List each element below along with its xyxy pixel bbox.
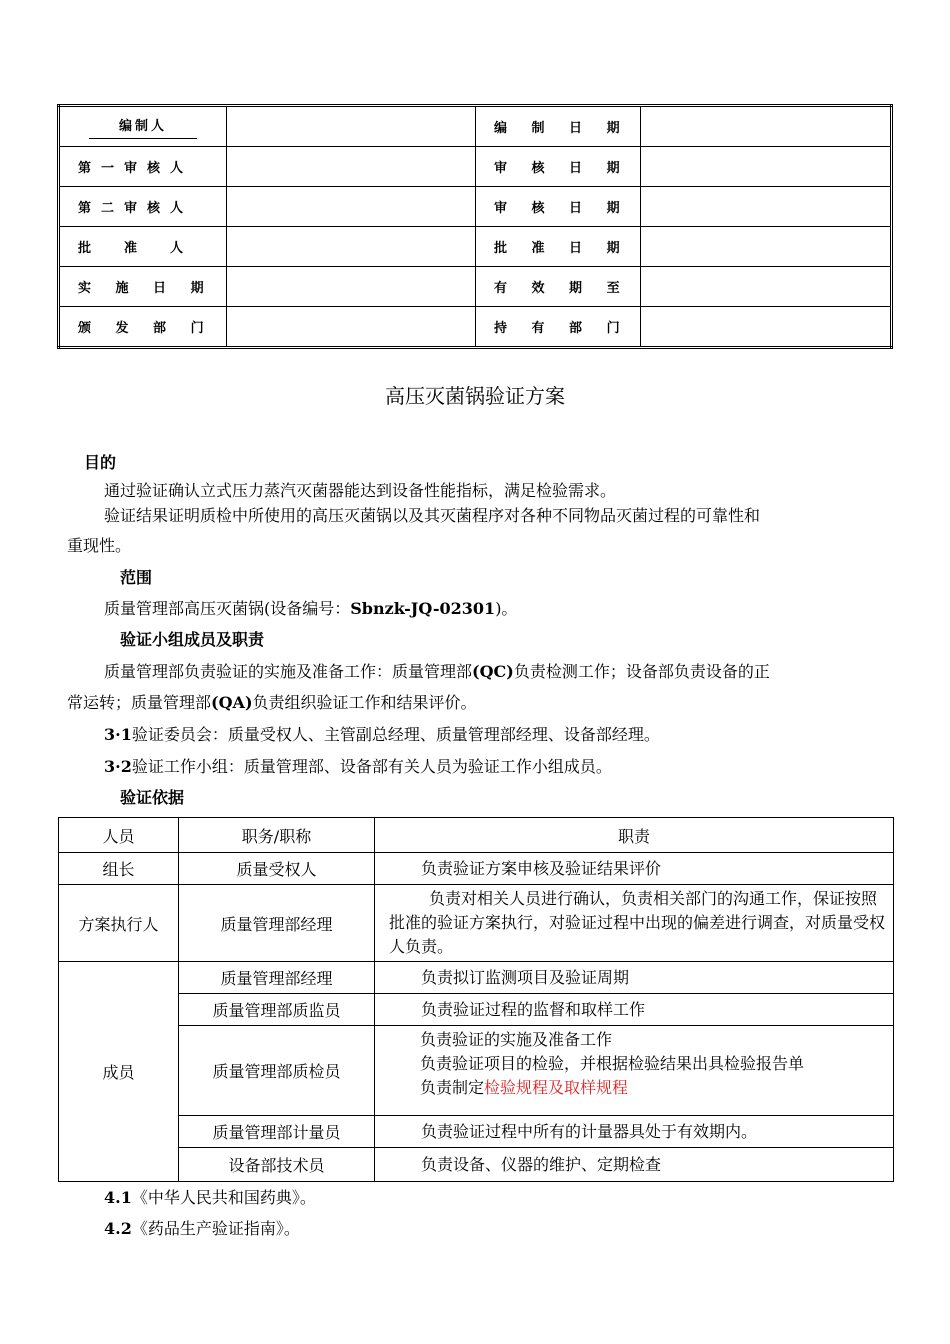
team-text: 负责组织验证工作和结果评价。 [252, 693, 477, 712]
person-cell: 组长 [59, 853, 179, 885]
duty-cell: 负责拟订监测项目及验证周期 [375, 962, 894, 994]
title-cell: 质量管理部经理 [179, 885, 375, 962]
scope-heading: 范围 [120, 568, 153, 587]
duty-text: 负责制定 [420, 1078, 485, 1097]
effective-date-field[interactable] [227, 267, 476, 307]
table-row [59, 1116, 894, 1148]
purpose-heading: 目的 [84, 453, 117, 472]
column-header: 职务/职称 [179, 818, 375, 853]
reviewer1-field[interactable] [227, 147, 476, 187]
duty-cell: 负责设备、仪器的维护、定期检查 [375, 1148, 894, 1182]
person-cell: 成员 [59, 962, 179, 1182]
signoff-table [57, 104, 893, 349]
scope-paragraph [67, 593, 893, 624]
item-number: 3·1 [104, 725, 132, 744]
signoff-label: 批 准 人 [59, 227, 227, 267]
table-row [59, 1026, 894, 1116]
table-row [59, 307, 892, 348]
title-cell: 质量管理部计量员 [179, 1116, 375, 1148]
table-row [59, 885, 894, 962]
table-row [59, 1148, 894, 1182]
equipment-code: Sbnzk-JQ-02301 [350, 599, 496, 618]
duty-line [420, 1076, 887, 1100]
duty-cell: 负责对相关人员进行确认，负责相关部门的沟通工作，保证按照批准的验证方案执行，对验证过程中出现的偏差进行调查，对质量受权人负责。 [375, 885, 894, 962]
signoff-label: 第一审核人 [59, 147, 227, 187]
signoff-label: 编 制 日 期 [476, 106, 641, 147]
item-number: 3·2 [104, 757, 132, 776]
reference-4-1 [67, 1182, 893, 1213]
valid-until-field[interactable] [641, 267, 892, 307]
duty-line: 负责验证的实施及准备工作 [420, 1030, 613, 1049]
signoff-label: 审 核 日 期 [476, 147, 641, 187]
preparer-label: 编制人 [89, 115, 197, 139]
ref-text: 《中华人民共和国药典》。 [131, 1188, 316, 1207]
column-header: 人员 [59, 818, 179, 853]
team-text: 负责检测工作；设备部负责设备的正 [513, 662, 770, 681]
table-row [59, 994, 894, 1026]
duty-cell: 负责验证方案申核及验证结果评价 [375, 853, 894, 885]
signoff-label: 实 施 日 期 [59, 267, 227, 307]
person-cell: 方案执行人 [59, 885, 179, 962]
qa-code: (QA) [211, 693, 253, 712]
team-text: 常运转；质量管理部 [67, 693, 212, 712]
reference-4-2 [67, 1213, 893, 1244]
title-cell: 设备部技术员 [179, 1148, 375, 1182]
item-text: 验证工作小组：质量管理部、设备部有关人员为验证工作小组成员。 [131, 757, 612, 776]
approver-field[interactable] [227, 227, 476, 267]
signoff-label: 持 有 部 门 [476, 307, 641, 348]
team-heading: 验证小组成员及职责 [120, 630, 265, 649]
basis-heading: 验证依据 [120, 788, 185, 807]
qc-code: (QC) [472, 662, 514, 681]
table-row [59, 853, 894, 885]
table-row [59, 962, 894, 994]
ref-text: 《药品生产验证指南》。 [131, 1219, 300, 1238]
reviewer2-field[interactable] [227, 187, 476, 227]
review2-date-field[interactable] [641, 187, 892, 227]
purpose-paragraph-2-cont: 重现性。 [67, 536, 132, 555]
item-3-2 [67, 751, 893, 782]
duty-cell [375, 1026, 894, 1116]
table-row [59, 267, 892, 307]
prepare-date-field[interactable] [641, 106, 892, 147]
duty-line: 负责验证项目的检验，并根据检验结果出具检验报告单 [420, 1054, 805, 1073]
signoff-label: 有 效 期 至 [476, 267, 641, 307]
signoff-label: 颁 发 部 门 [59, 307, 227, 348]
table-header-row [59, 818, 894, 853]
title-cell: 质量管理部质监员 [179, 994, 375, 1026]
signoff-label: 审 核 日 期 [476, 187, 641, 227]
item-3-1 [67, 719, 893, 750]
title-cell: 质量管理部质检员 [179, 1026, 375, 1116]
team-paragraph-2 [67, 687, 893, 718]
purpose-paragraph-2: 验证结果证明质检中所使用的高压灭菌锅以及其灭菌程序对各种不同物品灭菌过程的可靠性和 [104, 506, 761, 525]
ref-number: 4.1 [104, 1188, 132, 1207]
duty-cell: 负责验证过程的监督和取样工作 [375, 994, 894, 1026]
duty-cell: 负责验证过程中所有的计量器具处于有效期内。 [375, 1116, 894, 1148]
signoff-label [59, 106, 227, 147]
holding-dept-field[interactable] [641, 307, 892, 348]
signoff-label: 第二审核人 [59, 187, 227, 227]
column-header: 职责 [375, 818, 894, 853]
preparer-field[interactable] [227, 106, 476, 147]
title-cell: 质量管理部经理 [179, 962, 375, 994]
review-date-field[interactable] [641, 147, 892, 187]
team-paragraph-1 [67, 656, 893, 687]
approve-date-field[interactable] [641, 227, 892, 267]
table-row [59, 106, 892, 147]
table-row [59, 187, 892, 227]
title-cell: 质量受权人 [179, 853, 375, 885]
table-row [59, 227, 892, 267]
roles-table [58, 817, 894, 1182]
signoff-label: 批 准 日 期 [476, 227, 641, 267]
item-text: 验证委员会：质量受权人、主管副总经理、质量管理部经理、设备部经理。 [131, 725, 660, 744]
table-row [59, 147, 892, 187]
ref-number: 4.2 [104, 1219, 132, 1238]
scope-text-end: )。 [495, 599, 518, 618]
duty-highlight: 检验规程及取样规程 [484, 1078, 629, 1097]
scope-text: 质量管理部高压灭菌锅(设备编号： [104, 599, 351, 618]
page-title: 高压灭菌锅验证方案 [385, 384, 565, 408]
purpose-paragraph-1: 通过验证确认立式压力蒸汽灭菌器能达到设备性能指标，满足检验需求。 [104, 481, 617, 500]
issuing-dept-field[interactable] [227, 307, 476, 348]
team-text: 质量管理部负责验证的实施及准备工作：质量管理部 [104, 662, 473, 681]
